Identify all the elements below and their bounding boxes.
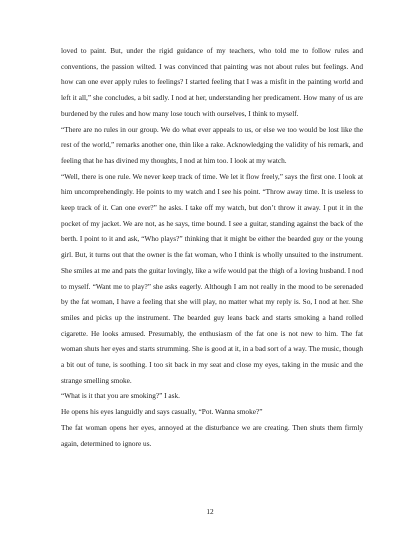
- paragraph: “What is it that you are smoking?” I ask.: [61, 391, 180, 401]
- paragraph: “Well, there is one rule. We never keep track of time. We let it flow freely,” says the first one. I look at him uncomprehendingly. He points to my watch and I see his point. “Throw away time. It is useless to keep track of it. Can one ever?” he asks. I take off my watch, but don’t throw it away. I put it in the pocket of my jacket. We are not, as he says, time bound. I see a guitar, standing against the back of the berth. I point to it and ask, “Who plays?” thinking that it might be either the bearded guy or the young girl. But, it turns out that the owner is the fat woman, who I think is wholly unsuited to the instrument. She smiles at me and pats the guitar lovingly, like a wife would pat the thigh of a loving husband. I nod to myself. “Want me to play?” she asks eagerly. Although I am not really in the mood to be serenaded by the fat woman, I have a feeling that she will play, no matter what my reply is. So, I nod at her. She smiles and picks up the instrument. The bearded guy leans back and starts smoking a hand rolled cigarette. He looks amused. Presumably, the enthusiasm of the fat one is not new to him. The fat woman shuts her eyes and starts strumming. She is good at it, in a bad sort of a way. The music, though a bit out of tune, is soothing. I too sit back in my seat and close my eyes, taking in the music and the strange smelling smoke.: [61, 171, 363, 385]
- paragraph: loved to paint. But, under the rigid guidance of my teachers, who told me to follow rules and conventions, the passion wilted. I was convinced that painting was not about rules but feelings. And how can one ever apply rules to feelings? I started feeling that I was a misfit in the painting world and left it all,” she concludes, a bit sadly. I nod at her, understanding her predicament. How many of us are burdened by the rules and how many lose touch with ourselves, I think to myself.: [61, 46, 363, 118]
- paragraph: “There are no rules in our group. We do what ever appeals to us, or else we too would be lost like the rest of the world,” remarks another one, thin like a rake. Acknowledging the validity of his remark, and feeling that he has divined my thoughts, I nod at him too. I look at my watch.: [61, 124, 363, 165]
- paragraph: The fat woman opens her eyes, annoyed at the disturbance we are creating. Then shuts them firmly again, determined to ignore us.: [61, 422, 363, 448]
- paragraph: He opens his eyes languidly and says casually, “Pot. Wanna smoke?”: [61, 407, 263, 417]
- page-number: 12: [206, 507, 214, 516]
- body-text: [61, 43, 363, 451]
